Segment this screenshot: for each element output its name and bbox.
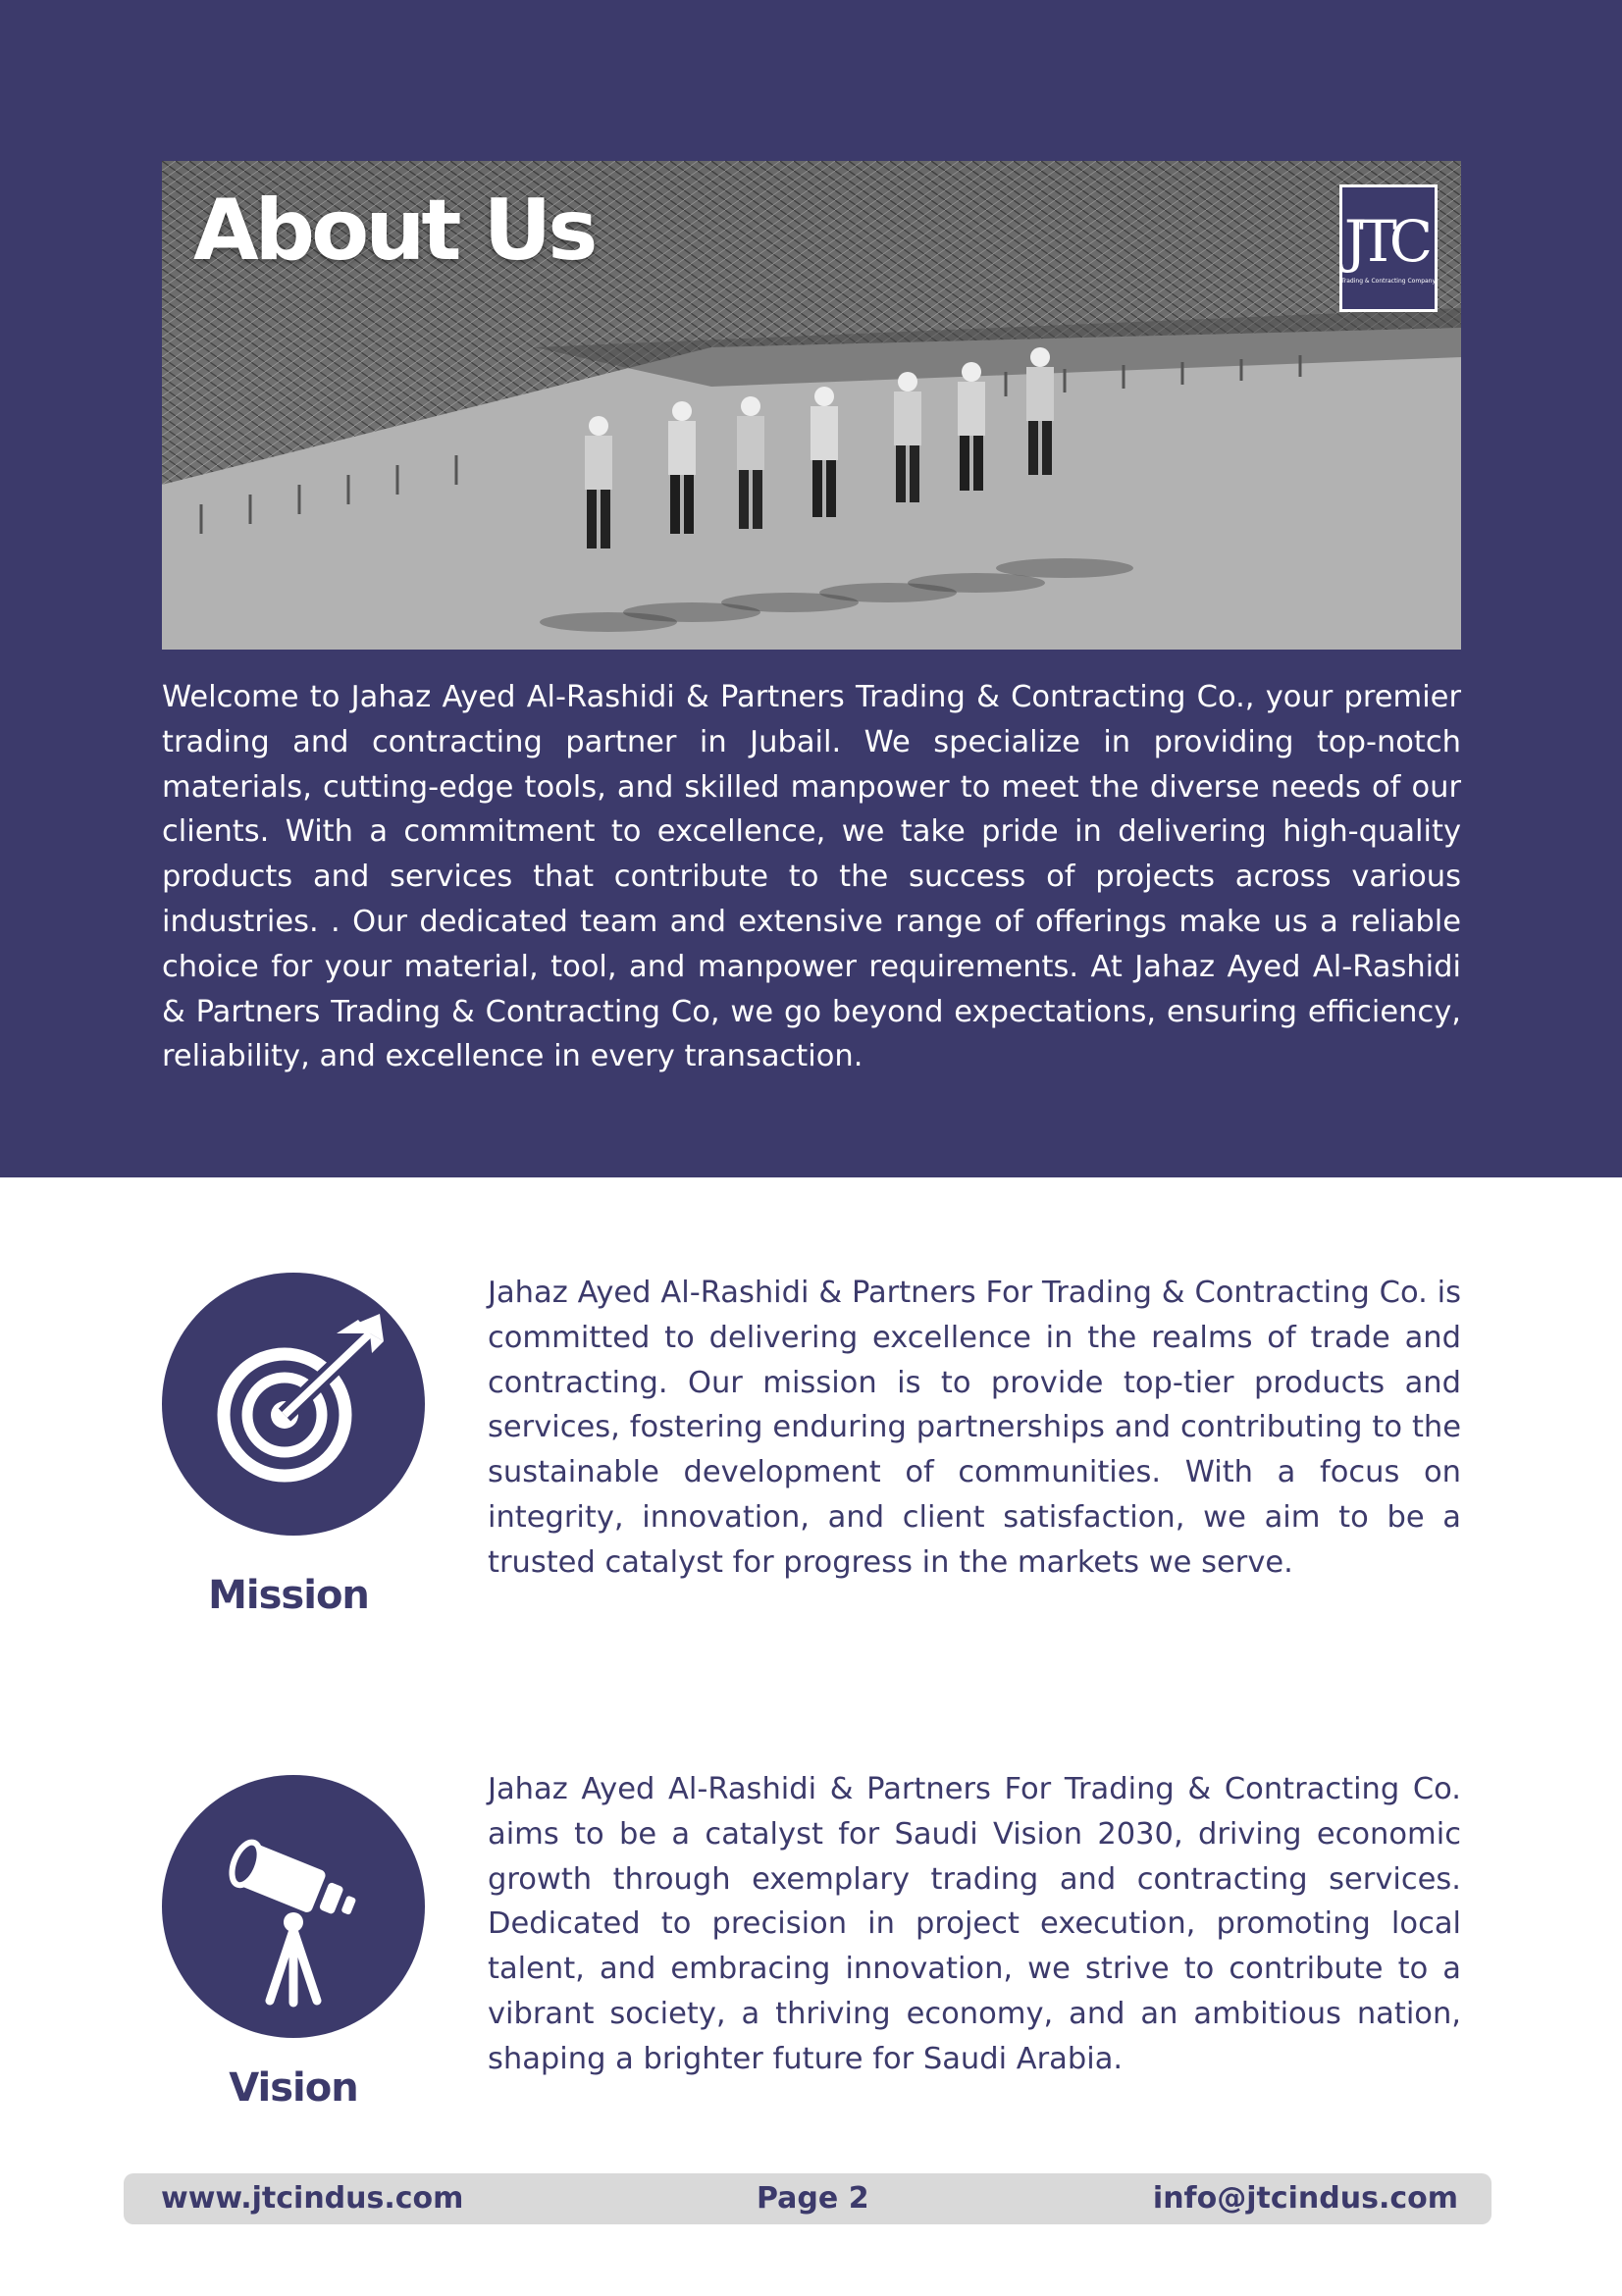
website-link[interactable]: www.jtcindus.com (161, 2181, 464, 2216)
vision-label: Vision (229, 2065, 358, 2111)
page-footer (124, 2173, 1491, 2224)
vision-icon-circle (162, 1775, 425, 2038)
vision-text: Jahaz Ayed Al-Rashidi & Partners For Trading & Contracting Co. aims to be a catalyst for Saudi Vision 2030, driving economic growth through exemplary trading and contracting services. Dedicated to precision in project execution, promoting local talent, and embracing innovation, we strive to contribute to a vibrant society, a thriving economy, and an ambitious nation, shaping a brighter future for Saudi Arabia. (488, 1772, 1461, 2076)
email-link[interactable]: info@jtcindus.com (1152, 2181, 1458, 2216)
page-number: Page 2 (757, 2181, 869, 2216)
logo-mark: JTC (1343, 207, 1426, 275)
mission-icon-circle (162, 1273, 425, 1536)
mission-text: Jahaz Ayed Al-Rashidi & Partners For Trading & Contracting Co. is committed to delivering excellence in the realms of trade and contracting. Our mission is to provide top-tier products and services, fostering enduring partnerships and contributing to the sustainable development of communities. With a focus on integrity, innovation, and client satisfaction, we aim to be a trusted catalyst for progress in the markets we serve. (488, 1276, 1461, 1580)
page-title: About Us (193, 182, 595, 280)
company-logo (1339, 184, 1438, 312)
telescope-icon (162, 1775, 425, 2038)
logo-tagline: Trading & Contracting Company (1340, 277, 1437, 285)
mission-label: Mission (208, 1573, 369, 1618)
intro-paragraph: Welcome to Jahaz Ayed Al-Rashidi & Partners Trading & Contracting Co., your premier trading and contracting partner in Jubail. We specialize in providing top-notch materials, cutting-edge tools, and skilled manpower to meet the diverse needs of our clients. With a commitment to excellence, we take pride in delivering high-quality products and services that contribute to the success of projects across various industries. . Our dedicated team and extensive range of offerings make us a reliable choice for your material, tool, and manpower requirements. At Jahaz Ayed Al-Rashidi & Partners Trading & Contracting Co, we go beyond expectations, ensuring efficiency, reliability, and excellence in every transaction. (162, 680, 1461, 1074)
hero-photo (162, 161, 1461, 650)
target-icon (162, 1273, 425, 1536)
